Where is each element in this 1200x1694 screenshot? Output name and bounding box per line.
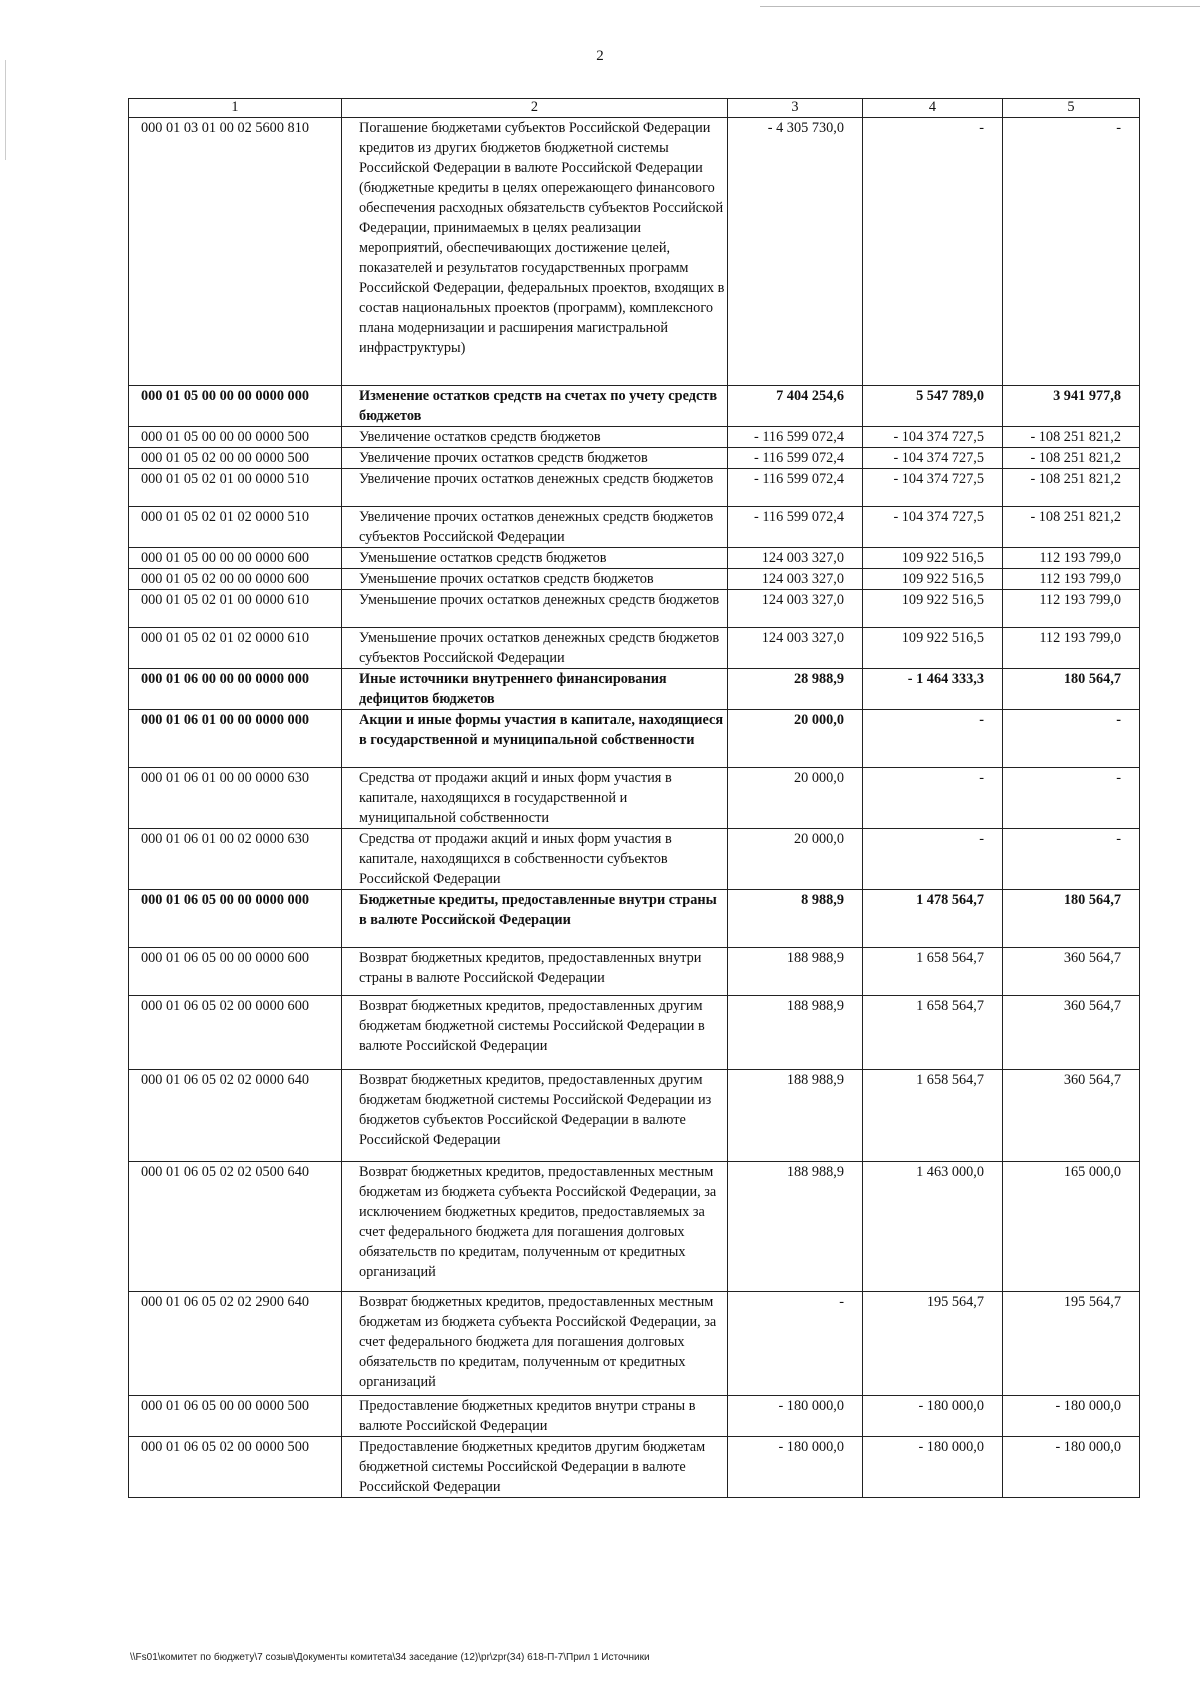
row-name: Акции и иные формы участия в капитале, находящиеся в государственной и муниципальной собственности	[342, 710, 728, 768]
row-value-1: 124 003 327,0	[728, 628, 863, 669]
header-cell-code: 1	[129, 99, 342, 118]
row-value-2: 195 564,7	[863, 1292, 1003, 1396]
row-value-1: 20 000,0	[728, 768, 863, 829]
table-row	[129, 569, 1140, 590]
row-code: 000 01 06 01 00 00 0000 630	[129, 768, 342, 829]
row-name: Увеличение остатков средств бюджетов	[342, 427, 728, 448]
table-row	[129, 386, 1140, 427]
row-name: Увеличение прочих остатков денежных средств бюджетов	[342, 469, 728, 507]
row-value-2: 1 658 564,7	[863, 1070, 1003, 1162]
row-value-1: 188 988,9	[728, 1070, 863, 1162]
row-code: 000 01 06 05 02 02 2900 640	[129, 1292, 342, 1396]
row-code: 000 01 05 02 01 02 0000 510	[129, 507, 342, 548]
row-value-2: 109 922 516,5	[863, 548, 1003, 569]
row-name: Увеличение прочих остатков денежных средств бюджетов субъектов Российской Федерации	[342, 507, 728, 548]
row-code: 000 01 06 01 00 02 0000 630	[129, 829, 342, 890]
row-value-2: - 104 374 727,5	[863, 448, 1003, 469]
row-name: Уменьшение прочих остатков денежных средств бюджетов субъектов Российской Федерации	[342, 628, 728, 669]
table-row	[129, 1396, 1140, 1437]
row-value-3: 180 564,7	[1003, 669, 1140, 710]
row-value-2: 109 922 516,5	[863, 569, 1003, 590]
row-name: Возврат бюджетных кредитов, предоставленных местным бюджетам из бюджета субъекта Российской Федерации, за исключением бюджетных кредитов, предоставляемых за счет федерального бюджета для погашения долговых обязательств по кредитам, полученным от кредитных организаций	[342, 1162, 728, 1292]
row-value-3: 180 564,7	[1003, 890, 1140, 948]
row-value-1: 20 000,0	[728, 710, 863, 768]
row-name: Уменьшение прочих остатков денежных средств бюджетов	[342, 590, 728, 628]
row-value-2: 1 478 564,7	[863, 890, 1003, 948]
row-value-1: - 116 599 072,4	[728, 507, 863, 548]
row-value-1: 28 988,9	[728, 669, 863, 710]
table-row	[129, 118, 1140, 386]
header-cell-name: 2	[342, 99, 728, 118]
row-value-2: 1 463 000,0	[863, 1162, 1003, 1292]
row-name: Возврат бюджетных кредитов, предоставленных другим бюджетам бюджетной системы Российской Федерации в валюте Российской Федерации	[342, 996, 728, 1070]
row-value-2: 109 922 516,5	[863, 590, 1003, 628]
page-number: 2	[596, 48, 604, 64]
row-value-2: 109 922 516,5	[863, 628, 1003, 669]
row-name: Погашение бюджетами субъектов Российской Федерации кредитов из других бюджетов бюджетной системы Российской Федерации в валюте Российской Федерации (бюджетные кредиты в целях опережающего финансового обеспечения расходных обязательств субъектов Российской Федерации, принимаемых в целях реализации мероприятий, обеспечивающих достижение целей, показателей и результатов государственных программ Российской Федерации, федеральных проектов, входящих в состав национальных проектов (программ), комплексного плана модернизации и расширения магистральной инфраструктуры)	[342, 118, 728, 386]
table-row	[129, 427, 1140, 448]
table-row	[129, 1437, 1140, 1498]
row-name: Уменьшение остатков средств бюджетов	[342, 548, 728, 569]
row-value-1: 188 988,9	[728, 1162, 863, 1292]
row-name: Иные источники внутреннего финансирования дефицитов бюджетов	[342, 669, 728, 710]
scan-artifact-mark	[5, 60, 6, 160]
row-value-2: -	[863, 829, 1003, 890]
row-name: Возврат бюджетных кредитов, предоставленных внутри страны в валюте Российской Федерации	[342, 948, 728, 996]
row-value-1: 8 988,9	[728, 890, 863, 948]
row-value-1: -	[728, 1292, 863, 1396]
table-row	[129, 768, 1140, 829]
row-value-3: 3 941 977,8	[1003, 386, 1140, 427]
row-value-3: 112 193 799,0	[1003, 590, 1140, 628]
table-row	[129, 948, 1140, 996]
table-row	[129, 669, 1140, 710]
row-value-1: 7 404 254,6	[728, 386, 863, 427]
table-row	[129, 548, 1140, 569]
budget-sources-table	[128, 98, 1140, 1498]
row-value-3: 112 193 799,0	[1003, 628, 1140, 669]
table-header-row	[129, 99, 1140, 118]
table-row	[129, 628, 1140, 669]
table-row	[129, 469, 1140, 507]
row-value-2: -	[863, 768, 1003, 829]
row-code: 000 01 03 01 00 02 5600 810	[129, 118, 342, 386]
row-code: 000 01 06 05 02 00 0000 500	[129, 1437, 342, 1498]
row-value-2: - 180 000,0	[863, 1437, 1003, 1498]
row-name: Предоставление бюджетных кредитов другим бюджетам бюджетной системы Российской Федерации в валюте Российской Федерации	[342, 1437, 728, 1498]
header-cell-value-2: 4	[863, 99, 1003, 118]
table-row	[129, 1070, 1140, 1162]
row-value-2: -	[863, 118, 1003, 386]
row-value-1: - 4 305 730,0	[728, 118, 863, 386]
table-row	[129, 710, 1140, 768]
row-value-1: 124 003 327,0	[728, 548, 863, 569]
table-row	[129, 996, 1140, 1070]
row-value-2: 1 658 564,7	[863, 996, 1003, 1070]
table-row	[129, 448, 1140, 469]
row-value-3: - 108 251 821,2	[1003, 448, 1140, 469]
row-code: 000 01 05 02 01 00 0000 610	[129, 590, 342, 628]
row-code: 000 01 06 05 00 00 0000 500	[129, 1396, 342, 1437]
row-value-1: - 116 599 072,4	[728, 448, 863, 469]
row-value-3: 195 564,7	[1003, 1292, 1140, 1396]
header-cell-value-3: 5	[1003, 99, 1140, 118]
row-value-3: -	[1003, 118, 1140, 386]
row-value-3: -	[1003, 829, 1140, 890]
row-value-1: - 180 000,0	[728, 1396, 863, 1437]
row-name: Средства от продажи акций и иных форм участия в капитале, находящихся в собственности субъектов Российской Федерации	[342, 829, 728, 890]
row-code: 000 01 05 02 00 00 0000 600	[129, 569, 342, 590]
row-name: Уменьшение прочих остатков средств бюджетов	[342, 569, 728, 590]
row-value-3: 360 564,7	[1003, 996, 1140, 1070]
footer-file-path: \\Fs01\комитет по бюджету\7 созыв\Документы комитета\34 заседание (12)\pr\zpr(34) 618-П-7\Прил 1 Источники	[130, 1652, 650, 1663]
row-name: Увеличение прочих остатков средств бюджетов	[342, 448, 728, 469]
row-value-1: - 180 000,0	[728, 1437, 863, 1498]
row-value-3: 360 564,7	[1003, 948, 1140, 996]
row-value-1: - 116 599 072,4	[728, 469, 863, 507]
row-value-2: - 180 000,0	[863, 1396, 1003, 1437]
row-code: 000 01 05 00 00 00 0000 600	[129, 548, 342, 569]
row-value-3: -	[1003, 710, 1140, 768]
table-row	[129, 1292, 1140, 1396]
row-name: Возврат бюджетных кредитов, предоставленных другим бюджетам бюджетной системы Российской Федерации из бюджетов субъектов Российской Федерации в валюте Российской Федерации	[342, 1070, 728, 1162]
row-value-3: - 180 000,0	[1003, 1437, 1140, 1498]
row-code: 000 01 05 00 00 00 0000 000	[129, 386, 342, 427]
row-value-1: 124 003 327,0	[728, 590, 863, 628]
row-value-3: 165 000,0	[1003, 1162, 1140, 1292]
row-name: Возврат бюджетных кредитов, предоставленных местным бюджетам из бюджета субъекта Российской Федерации, за счет федерального бюджета для погашения долговых обязательств по кредитам, полученным от кредитных организаций	[342, 1292, 728, 1396]
row-value-3: -	[1003, 768, 1140, 829]
table-row	[129, 890, 1140, 948]
row-value-1: - 116 599 072,4	[728, 427, 863, 448]
row-value-1: 188 988,9	[728, 948, 863, 996]
row-code: 000 01 05 02 00 00 0000 500	[129, 448, 342, 469]
row-value-2: - 104 374 727,5	[863, 507, 1003, 548]
row-code: 000 01 06 00 00 00 0000 000	[129, 669, 342, 710]
row-value-2: - 1 464 333,3	[863, 669, 1003, 710]
row-value-1: 188 988,9	[728, 996, 863, 1070]
table-row	[129, 829, 1140, 890]
row-value-3: - 108 251 821,2	[1003, 427, 1140, 448]
row-value-1: 124 003 327,0	[728, 569, 863, 590]
row-value-3: - 108 251 821,2	[1003, 469, 1140, 507]
header-cell-value-1: 3	[728, 99, 863, 118]
table-row	[129, 1162, 1140, 1292]
row-code: 000 01 06 05 02 02 0500 640	[129, 1162, 342, 1292]
row-value-3: - 180 000,0	[1003, 1396, 1140, 1437]
row-value-3: 360 564,7	[1003, 1070, 1140, 1162]
row-value-3: 112 193 799,0	[1003, 548, 1140, 569]
row-value-2: 1 658 564,7	[863, 948, 1003, 996]
scan-artifact-line	[760, 6, 1200, 7]
row-value-2: - 104 374 727,5	[863, 469, 1003, 507]
row-value-3: - 108 251 821,2	[1003, 507, 1140, 548]
row-name: Бюджетные кредиты, предоставленные внутри страны в валюте Российской Федерации	[342, 890, 728, 948]
row-value-2: - 104 374 727,5	[863, 427, 1003, 448]
row-code: 000 01 05 02 01 02 0000 610	[129, 628, 342, 669]
row-code: 000 01 06 01 00 00 0000 000	[129, 710, 342, 768]
row-code: 000 01 06 05 00 00 0000 000	[129, 890, 342, 948]
row-value-2: -	[863, 710, 1003, 768]
row-code: 000 01 05 02 01 00 0000 510	[129, 469, 342, 507]
table-row	[129, 507, 1140, 548]
row-name: Средства от продажи акций и иных форм участия в капитале, находящихся в государственной и муниципальной собственности	[342, 768, 728, 829]
table-body	[129, 99, 1140, 1498]
row-code: 000 01 06 05 02 02 0000 640	[129, 1070, 342, 1162]
row-name: Изменение остатков средств на счетах по учету средств бюджетов	[342, 386, 728, 427]
row-code: 000 01 05 00 00 00 0000 500	[129, 427, 342, 448]
row-code: 000 01 06 05 02 00 0000 600	[129, 996, 342, 1070]
row-name: Предоставление бюджетных кредитов внутри страны в валюте Российской Федерации	[342, 1396, 728, 1437]
row-value-3: 112 193 799,0	[1003, 569, 1140, 590]
table-row	[129, 590, 1140, 628]
row-value-2: 5 547 789,0	[863, 386, 1003, 427]
row-code: 000 01 06 05 00 00 0000 600	[129, 948, 342, 996]
row-value-1: 20 000,0	[728, 829, 863, 890]
